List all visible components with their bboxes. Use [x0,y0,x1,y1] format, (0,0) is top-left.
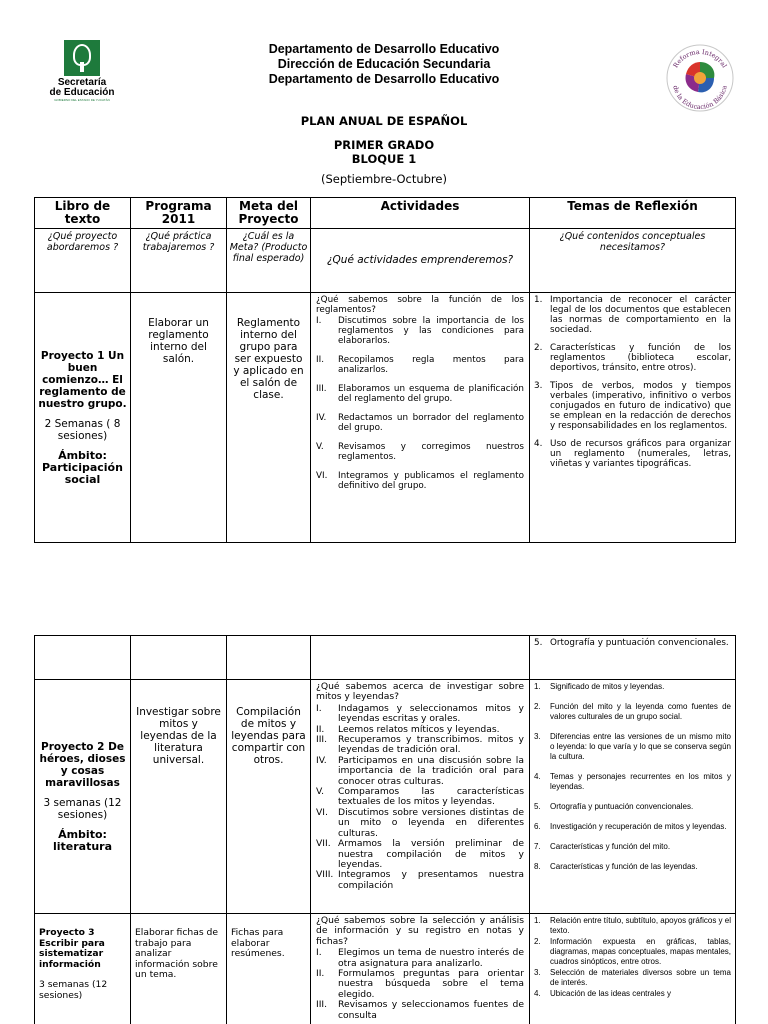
list-item-text: Función del mito y la leyenda como fuentes de valores culturales de un grupo social. [550,702,731,721]
list-item [534,968,731,988]
topics-list [534,295,731,469]
col-header-textbook: Libro de texto [35,198,131,229]
list-item [316,787,524,808]
list-item-number: 1. [534,295,543,305]
svg-text:de la Educación Básica: de la Educación Básica [671,84,729,112]
list-item [534,802,731,812]
list-item-number: III. [316,999,328,1011]
list-item-number: III. [316,384,327,394]
col-header-topics: Temas de Reflexión [530,198,736,229]
col-header-program: Programa 2011 [131,198,227,229]
list-item-number: 7. [534,842,541,851]
table-question-row [35,229,736,293]
list-item-number: VIII. [316,869,334,881]
list-item-number: VII. [316,838,331,850]
col-header-goal: Meta del Proyecto [227,198,311,229]
list-item-number: 2. [534,937,541,946]
list-item-text: Indagamos y seleccionamos mitos y leyendas escritas y orales. [338,702,524,725]
list-item-text: Revisamos y corregimos nuestros reglamentos. [338,442,524,462]
list-item-number: II. [316,723,325,735]
list-item-text: Discutimos sobre la importancia de los reglamentos y las condiciones para elaborarlos. [338,316,524,346]
project-3-cell [35,914,131,1024]
list-item-text: Elegimos un tema de nuestro interés de otra asignatura para analizarlo. [338,947,524,969]
list-item [534,702,731,722]
logo-text-line3: GOBIERNO DEL ESTADO DE YUCATÁN [54,98,110,102]
list-item [316,839,524,870]
list-item-text: Leemos relatos míticos y leyendas. [338,723,500,735]
list-item-number: VI. [316,806,328,818]
list-item-text: Ubicación de las ideas centrales y [550,989,671,998]
list-item-number: II. [316,968,325,980]
activities-intro: ¿Qué sabemos sobre la selección y análisis de información y su registro en notas y fichas? [316,915,524,947]
list-item-number: VI. [316,471,328,481]
carryover-topics [530,636,736,680]
list-item [534,822,731,832]
list-item-number: IV. [316,413,327,423]
project-3-title: Proyecto 3 Escribir para sistematizar información [39,927,105,970]
logo-text-line1: Secretaría [57,77,107,88]
activities-intro: ¿Qué sabemos acerca de investigar sobre mitos y leyendas? [316,681,524,703]
project-3-duration: 3 semanas (12 sesiones) [39,979,108,1001]
project-3-practice: Elaborar fichas de trabajo para analizar información sobre un tema. [131,914,227,1024]
question-activities: ¿Qué actividades emprenderemos? [311,229,530,293]
list-item [534,989,731,999]
list-item-text: Armamos la versión preliminar de nuestra compilación de mitos y leyendas. [338,838,524,870]
list-item-number: III. [316,734,328,746]
question-program: ¿Qué práctica trabajaremos ? [131,229,227,293]
project-1-ambito: Ámbito: Participación social [42,448,123,486]
list-item-text: Redactamos un borrador del reglamento del grupo. [338,413,524,433]
col-header-activities: Actividades [311,198,530,229]
list-item-text: Selección de materiales diversos sobre un tema de interés. [550,968,731,987]
project-1-title: Proyecto 1 Un buen comienzo… El reglamento de nuestro grupo. [38,349,127,410]
list-item-text: Recuperamos y transcribimos. mitos y leyendas de tradición oral. [338,734,524,756]
list-item [316,808,524,839]
project-3-row [35,914,736,1024]
question-goal: ¿Cuál es la Meta? (Producto final esperado) [227,229,311,293]
plan-table-2 [34,635,736,1024]
project-1-practice: Elaborar un reglamento interno del salón. [131,293,227,543]
list-item-number: 8. [534,862,541,871]
list-item-text: Diferencias entre las versiones de un mismo mito o leyenda: lo que varía y lo que se conserva según la cultura. [550,732,731,761]
block-label: BLOQUE 1 [351,152,417,166]
list-item-text: Revisamos y seleccionamos fuentes de consulta [338,999,524,1021]
project-1-goal: Reglamento interno del grupo para ser expuesto y aplicado en el salón de clase. [227,293,311,543]
list-item [316,413,524,433]
list-item [534,772,731,792]
list-item-text: Investigación y recuperación de mitos y leyendas. [550,822,727,831]
project-2-row [35,680,736,914]
activities-intro: ¿Qué sabemos sobre la función de los reglamentos? [316,295,524,315]
list-item-number: 2. [534,343,543,353]
project-2-practice: Investigar sobre mitos y leyendas de la literatura universal. [131,680,227,914]
topics-list [534,682,731,872]
list-item-number: 3. [534,381,543,391]
grade-label: PRIMER GRADO [333,138,435,152]
activities-list [316,704,524,891]
list-item: 5. Ortografía y puntuación convencionales. [534,638,729,648]
list-item-number: 3. [534,968,541,977]
project-2-cell [35,680,131,914]
list-item-number: V. [316,442,324,452]
list-item-number: 4. [534,772,541,781]
project-1-cell [35,293,131,543]
question-topics: ¿Qué contenidos conceptuales necesitamos? [530,229,736,293]
list-item-number: 6. [534,822,541,831]
project-1-row [35,293,736,543]
carryover-row [35,636,736,680]
table-header-row [35,198,736,229]
activities-list [316,316,524,491]
list-item-text: Importancia de reconocer el carácter legal de los documentos que establecen las normas de comportamiento en la sociedad. [550,295,731,335]
dept-line-3: Departamento de Desarrollo Educativo [268,72,500,86]
project-3-activities [311,914,530,1024]
topics-list [534,916,731,999]
list-item [316,870,524,891]
list-item-number: 5. [534,802,541,811]
list-item-text: Discutimos sobre versiones distintas de un mito o leyenda en diferentes culturas. [338,806,524,839]
list-item-text: Tipos de verbos, modos y tiempos verbales (imperativo, infinitivo o verbos conjugados en futuro de indicativo) que se emplean en la redacción de derechos y responsabilidades en los reglamentos. [550,381,731,431]
project-1-topics [530,293,736,543]
list-item-number: II. [316,355,324,365]
list-item-text: Ortografía y puntuación convencionales. [550,802,694,811]
dates-label: (Septiembre-Octubre) [321,172,447,186]
list-item-number: 4. [534,989,541,998]
list-item [534,862,731,872]
list-item-number: 1. [534,682,541,691]
list-item-number: 2. [534,702,541,711]
list-item [316,1000,524,1021]
list-item [534,295,731,335]
list-item-number: I. [316,947,322,959]
list-item-number: 3. [534,732,541,741]
logo-text-line2: de Educación [49,87,115,98]
list-item-text: Recopilamos regla mentos para analizarlos. [338,355,524,375]
plan-table-1 [34,197,736,543]
list-item-text: Características y función del mito. [550,842,671,851]
list-item [534,842,731,852]
list-item [534,439,731,469]
list-item-number: V. [316,786,325,798]
dept-line-1: Departamento de Desarrollo Educativo [268,42,500,56]
list-item-text: Formulamos preguntas para orientar nuestra búsqueda sobre el tema elegido. [338,968,524,1000]
list-item [534,343,731,373]
list-item [316,316,524,346]
project-2-topics [530,680,736,914]
list-item-number: I. [316,316,322,326]
department-heading [0,42,768,87]
project-2-activities [311,680,530,914]
list-item [316,442,524,462]
list-item [534,732,731,762]
project-3-topics [530,914,736,1024]
list-item-text: Información expuesta en gráficas, tablas, diagramas, mapas conceptuales, mapas mentales, cuadros sinópticos, entre otros. [550,937,731,966]
list-item-text: Temas y personajes recurrentes en los mitos y leyendas. [550,772,731,791]
list-item-text: Integramos y publicamos el reglamento definitivo del grupo. [338,471,524,491]
grade-block-heading [0,138,768,166]
list-item [316,471,524,491]
project-2-duration: 3 semanas (12 sesiones) [43,796,122,821]
list-item-text: Uso de recursos gráficos para organizar un reglamento (numerales, letras, viñetas y variantes tipográficas. [550,439,731,469]
list-item [534,937,731,967]
list-item [316,384,524,404]
activities-list [316,948,524,1021]
project-1-duration: 2 Semanas ( 8 sesiones) [44,417,121,442]
project-2-goal: Compilación de mitos y leyendas para compartir con otros. [227,680,311,914]
list-item [316,735,524,756]
question-textbook: ¿Qué proyecto abordaremos ? [35,229,131,293]
list-item [316,969,524,1000]
list-item-text: Relación entre título, subtítulo, apoyos gráficos y el texto. [550,916,731,935]
project-3-goal: Fichas para elaborar resúmenes. [227,914,311,1024]
list-item-text: Características y función de los reglamentos (biblioteca escolar, deportivos, tránsito, entre otros). [550,343,731,373]
list-item [534,381,731,431]
list-item [316,948,524,969]
list-item [316,756,524,787]
dept-line-2: Dirección de Educación Secundaria [277,57,491,71]
list-item-number: I. [316,702,322,714]
list-item [534,682,731,692]
list-item-number: 4. [534,439,543,449]
list-item-text: Significado de mitos y leyendas. [550,682,665,691]
list-item [316,355,524,375]
list-item-text: Características y función de las leyendas. [550,862,698,871]
project-1-activities [311,293,530,543]
plan-title: PLAN ANUAL DE ESPAÑOL [300,114,468,128]
list-item-number: 1. [534,916,541,925]
list-item [316,704,524,725]
svg-text:Reforma Integral: Reforma Integral [671,47,729,70]
list-item-text: Comparamos las características textuales de los mitos y leyendas. [338,786,524,808]
list-item-text: Integramos y presentamos nuestra compilación [338,869,524,891]
list-item-text: Participamos en una discusión sobre la importancia de la tradición oral para conocer otras culturas. [338,754,524,787]
list-item-text: Elaboramos un esquema de planificación del reglamento del grupo. [338,384,524,404]
project-2-ambito: Ámbito: literatura [52,827,113,853]
list-item [534,916,731,936]
project-2-title: Proyecto 2 De héroes, dioses y cosas maravillosas [39,740,126,789]
list-item-number: IV. [316,754,327,766]
